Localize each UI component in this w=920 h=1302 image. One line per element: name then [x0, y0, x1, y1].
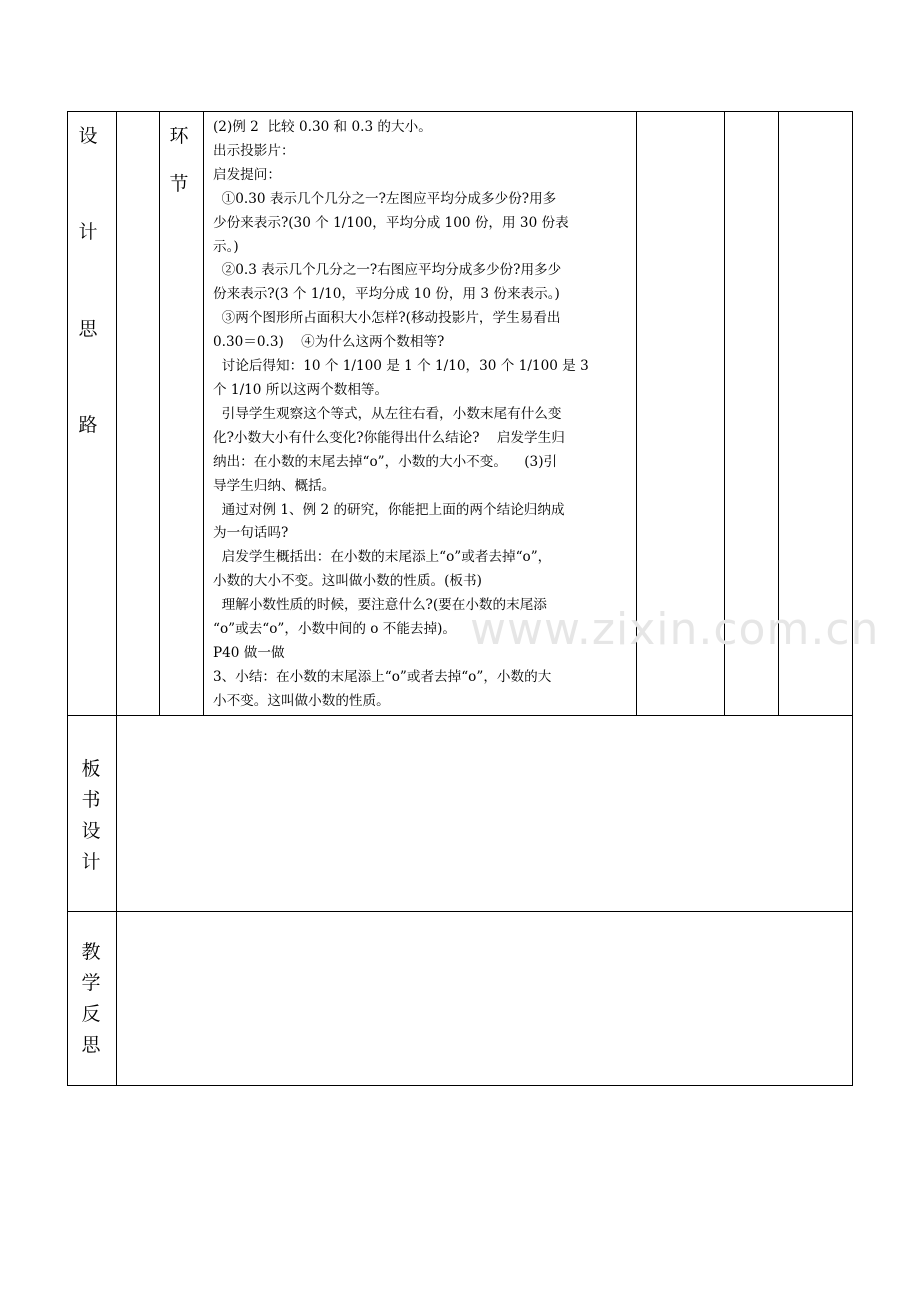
content-line: 小不变。这叫做小数的性质。 — [213, 692, 390, 709]
content-line: 3、小结：在小数的末尾添上“o”或者去掉“o”，小数的大 — [213, 668, 552, 685]
label-char: 教 — [81, 941, 101, 963]
table-col-divider-label — [116, 111, 117, 1086]
design-thinking-label — [78, 127, 98, 435]
label-char: 节 — [169, 173, 189, 195]
content-line: ③两个图形所占面积大小怎样?(移动投影片，学生易看出 — [213, 310, 561, 327]
board-design-label — [81, 760, 101, 872]
content-line: ①0.30 表示几个几分之一?左图应平均分成多少份?用多 — [213, 190, 557, 207]
content-line: 启发提问： — [213, 166, 281, 183]
content-line: 通过对例 1、例 2 的研究，你能把上面的两个结论归纳成 — [213, 501, 565, 518]
label-char: 思 — [81, 1034, 101, 1056]
label-char: 设 — [78, 125, 98, 147]
label-char: 反 — [81, 1003, 101, 1025]
label-char: 计 — [81, 851, 101, 873]
content-line: 启发学生概括出：在小数的末尾添上“o”或者去掉“o”， — [213, 549, 552, 566]
content-line: 导学生归纳、概括。 — [213, 477, 336, 494]
content-line: P40 做一做 — [213, 644, 285, 661]
content-line: ②0.3 表示几个几分之一?右图应平均分成多少份?用多少 — [213, 262, 562, 279]
table-border-top — [67, 111, 853, 112]
content-line: (2)例 2 比较 0.30 和 0.3 的大小。 — [213, 119, 432, 135]
label-char: 学 — [81, 972, 101, 994]
watermark: www.zixin.com.cn — [470, 604, 880, 655]
table-divider-2 — [67, 911, 853, 912]
table-col-divider — [203, 111, 204, 715]
content-line: 引导学生观察这个等式，从左往右看，小数末尾有什么变 — [213, 405, 562, 422]
label-char: 思 — [78, 318, 98, 340]
table-col-divider — [159, 111, 160, 715]
content-line: 讨论后得知：10 个 1/100 是 1 个 1/10，30 个 1/100 是 3 — [213, 358, 589, 375]
content-line: 个 1/10 所以这两个数相等。 — [213, 381, 389, 398]
content-line: 为一句话吗? — [213, 525, 289, 542]
content-line: 理解小数性质的时候，要注意什么?(要在小数的末尾添 — [213, 597, 547, 614]
stage-label — [169, 127, 189, 194]
content-line: 化?小数大小有什么变化?你能得出什么结论? 启发学生归 — [213, 429, 565, 446]
table-border-right — [852, 111, 853, 1086]
teaching-reflection-label — [81, 943, 101, 1055]
content-line: 份来表示?(3 个 1/10，平均分成 10 份，用 3 份来表示。) — [213, 286, 560, 303]
label-char: 环 — [169, 125, 189, 147]
table-divider-1 — [67, 715, 853, 716]
label-char: 设 — [81, 820, 101, 842]
content-line: 示。) — [213, 238, 239, 255]
content-line: 少份来表示?(30 个 1/100，平均分成 100 份，用 30 份表 — [213, 214, 569, 231]
table-border-bottom — [67, 1085, 853, 1086]
label-char: 书 — [81, 789, 101, 811]
table-border-left — [67, 111, 68, 1086]
content-line: 出示投影片： — [213, 142, 295, 159]
content-line: 小数的大小不变。这叫做小数的性质。(板书) — [213, 573, 482, 590]
content-line: 0.30＝0.3) ④为什么这两个数相等? — [213, 334, 445, 351]
label-char: 计 — [78, 221, 98, 243]
label-char: 路 — [78, 414, 98, 436]
label-char: 板 — [81, 758, 101, 780]
content-line: “o”或去“o”，小数中间的 o 不能去掉)。 — [213, 621, 457, 638]
content-line: 纳出：在小数的末尾去掉“o”，小数的大小不变。 (3)引 — [213, 453, 558, 470]
